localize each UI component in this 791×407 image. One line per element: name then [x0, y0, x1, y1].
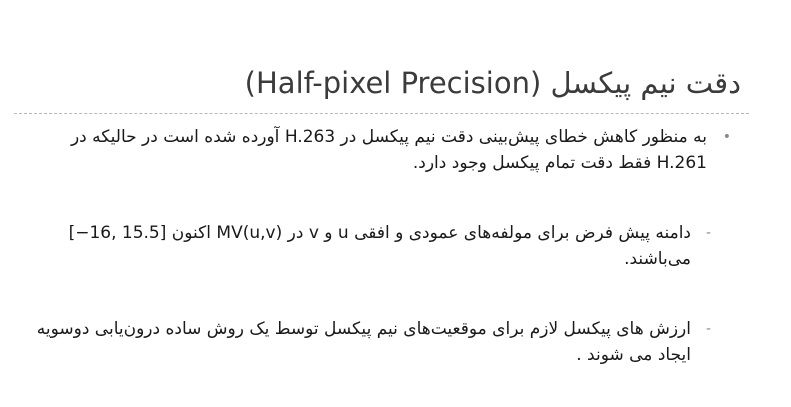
bullet-item-half-pixel — [20, 124, 741, 176]
bullet-dot-icon: • — [722, 129, 731, 145]
sub-bullet-text: ارزش های پیکسل لازم برای موقعیت‌های نیم پیکسل توسط یک روش ساده درون‌یابی دوسویه ایجاد می شوند . — [36, 319, 691, 365]
dash-bullet-icon: - — [705, 225, 711, 241]
sub-bullet-text: دامنه پیش فرض برای مولفه‌های عمودی و افقی u و v در MV(u,v) اکنون [‎−16, 15.5‎] می‌باشند. — [68, 223, 691, 269]
sub-bullet-item-interpolation — [20, 316, 741, 368]
bullet-text: به منظور کاهش خطای پیش‌بینی دقت نیم پیکسل در H.263 آورده شده است در حالیکه در H.261 فقط دقت تمام پیکسل وجود دارد. — [70, 127, 707, 173]
slide-content — [20, 120, 741, 368]
dash-bullet-icon: - — [705, 321, 711, 337]
slide-title: دقت نیم پیکسل (Half-pixel Precision) — [244, 66, 741, 100]
title-divider — [14, 113, 749, 114]
sub-bullet-item-mv-range — [20, 220, 741, 272]
